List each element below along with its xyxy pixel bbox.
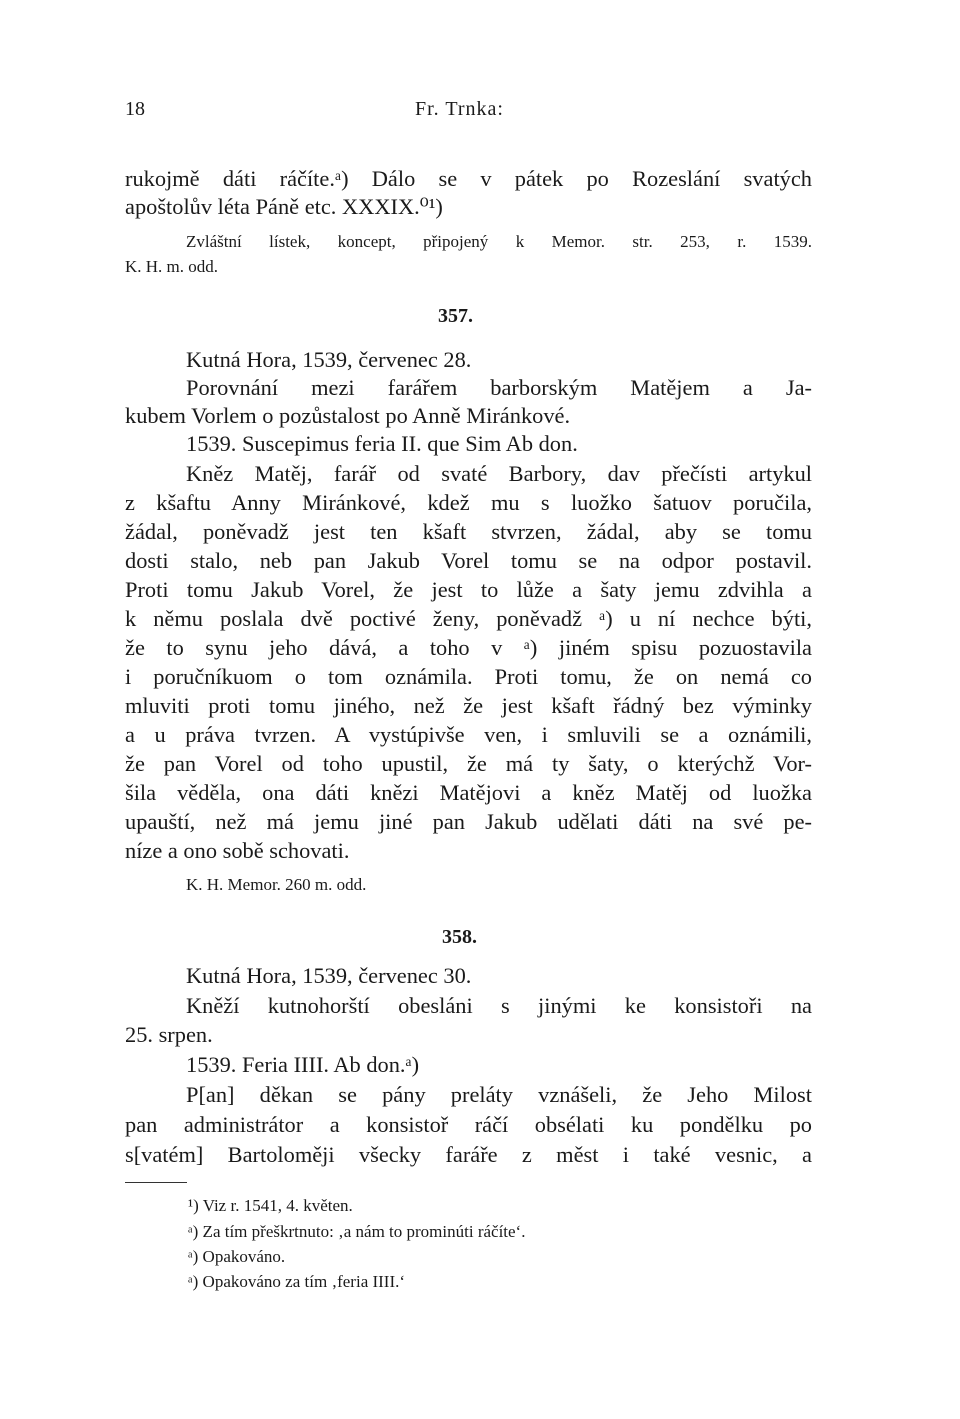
footnote: ¹) Viz r. 1541, 4. květen.	[188, 1196, 353, 1215]
regest-line: kubem Vorlem o pozůstalost po Anně Miránkové.	[125, 403, 571, 428]
body-line: i poručníkuom o tom oznámila. Proti tomu, že on nemá co	[125, 664, 812, 689]
text-line: rukojmě dáti ráčíte.ᵃ) Dálo se v pátek po Rozeslání svatých	[125, 166, 812, 191]
regest-line: 25. srpen.	[125, 1022, 213, 1047]
running-header	[125, 98, 812, 128]
body-line: Kněz Matěj, farář od svaté Barbory, dav přečísti artykul	[186, 461, 812, 486]
footnote: ᵃ) Opakováno.	[188, 1247, 286, 1266]
dateline: 1539. Feria IIII. Ab don.ᵃ)	[186, 1052, 420, 1077]
dateline: 1539. Suscepimus feria II. que Sim Ab don.	[186, 431, 578, 456]
page-number: 18	[125, 98, 145, 120]
source-note: Zvláštní lístek, koncept, připojený k Memor. str. 253, r. 1539.	[186, 232, 812, 251]
document-number: 357.	[438, 305, 473, 327]
body-line: že to synu jeho dává, a toho v ᵃ) jiném spisu pozuostavila	[125, 635, 812, 660]
body-line: mluviti proti tomu jiného, než že jest kšaft řádný bez výminky	[125, 693, 812, 718]
body-line: šila věděla, ona dáti knězi Matějovi a kněz Matěj od luožka	[125, 780, 812, 805]
source-note: K. H. Memor. 260 m. odd.	[186, 875, 367, 894]
regest-line: Kněží kutnohorští obesláni s jinými ke konsistoři na	[186, 993, 812, 1018]
body-line: upauští, než má jemu jiné pan Jakub udělati dáti na své pe-	[125, 809, 812, 834]
body-line: k němu poslala dvě poctivé ženy, poněvadž ᵃ) u ní nechce býti,	[125, 606, 812, 631]
body-line: a u práva tvrzen. A vystúpivše ven, i smluvili se a oznámili,	[125, 722, 812, 747]
body-line: z kšaftu Anny Miránkové, kdež mu s luožko šatuov poručila,	[125, 490, 812, 515]
body-line: níze a ono sobě schovati.	[125, 838, 350, 863]
document-number: 358.	[442, 926, 477, 948]
body-line: P[an] děkan se pány preláty vznášeli, že Jeho Milost	[186, 1082, 812, 1107]
body-line: Proti tomu Jakub Vorel, že jest to lůže a šaty jemu zdvihla a	[125, 577, 812, 602]
body-line: žádal, poněvadž jest ten kšaft stvrzen, žádal, aby se tomu	[125, 519, 812, 544]
body-line: s[vatém] Bartoloměji všecky faráře z měst i také vesnic, a	[125, 1142, 812, 1167]
place-date: Kutná Hora, 1539, červenec 30.	[186, 963, 472, 988]
footnote-separator	[125, 1182, 187, 1183]
footnote: ᵃ) Opakováno za tím ‚feria IIII.‘	[188, 1272, 406, 1291]
body-line: pan administrátor a konsistoř ráčí obsélati ku pondělku po	[125, 1112, 812, 1137]
place-date: Kutná Hora, 1539, červenec 28.	[186, 347, 472, 372]
regest-line: Porovnání mezi farářem barborským Matějem a Ja-	[186, 375, 812, 400]
body-line: dosti stalo, neb pan Jakub Vorel tomu se na odpor postavil.	[125, 548, 812, 573]
running-head: Fr. Trnka:	[415, 98, 504, 120]
body-line: že pan Vorel od toho upustil, že má ty šaty, o kterýchž Vor-	[125, 751, 812, 776]
footnote: ᵃ) Za tím přeškrtnuto: ‚a nám to prominúti ráčíte‘.	[188, 1222, 526, 1241]
text-line: apoštolův léta Páně etc. XXXIX.⁰¹)	[125, 194, 443, 219]
source-note: K. H. m. odd.	[125, 257, 219, 276]
